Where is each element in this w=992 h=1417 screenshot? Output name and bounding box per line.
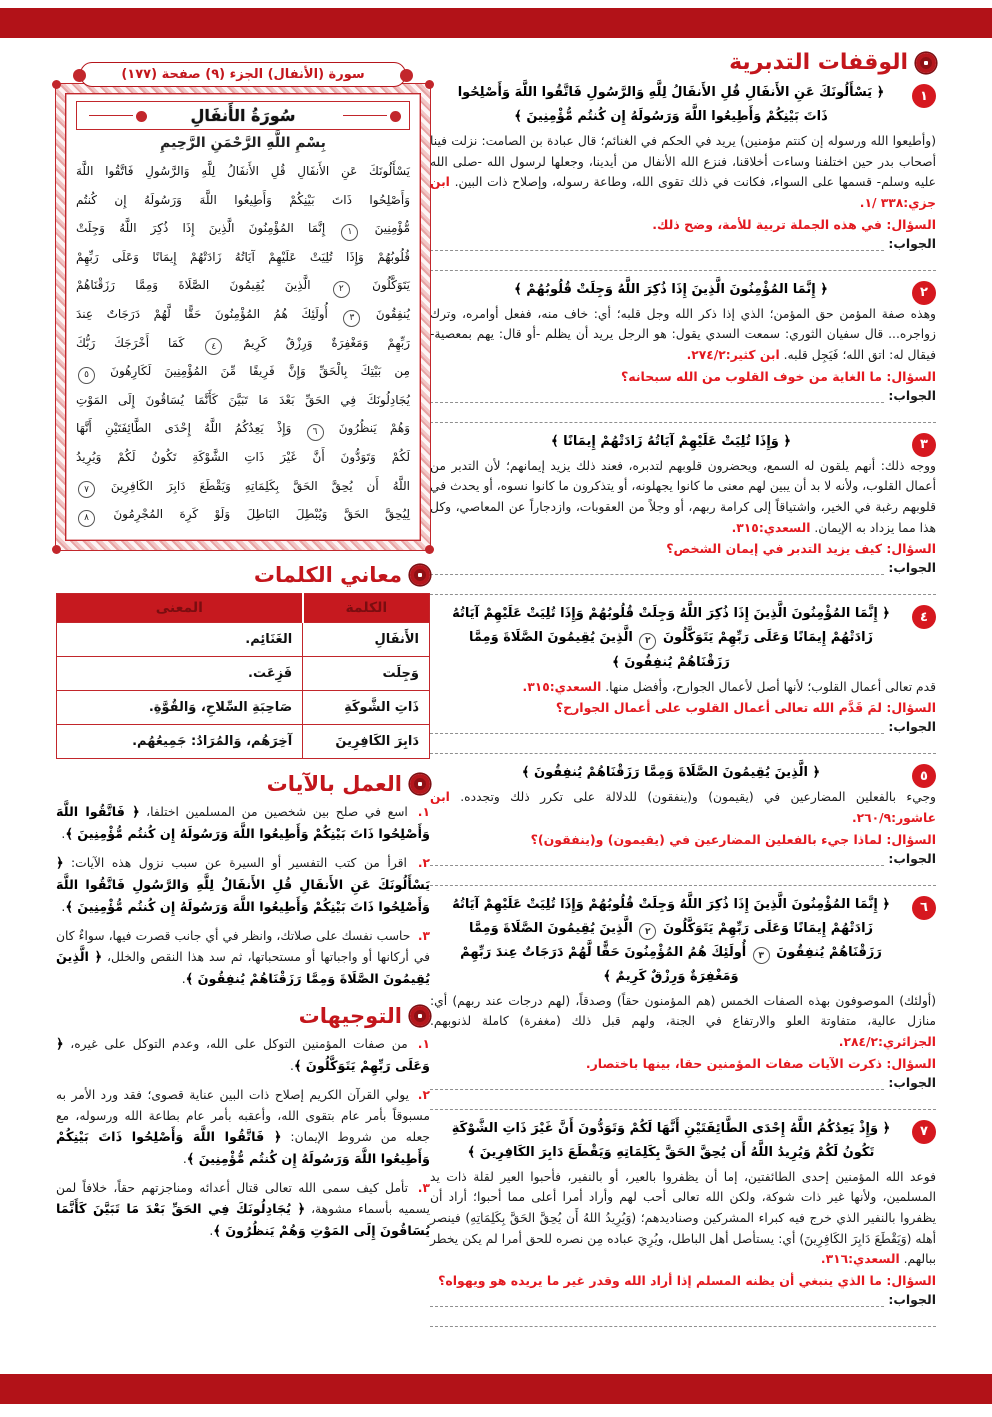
table-row <box>57 690 430 724</box>
mushaf-frame <box>56 84 430 550</box>
quran-line: مُّؤْمِنِينَ ١ إِنَّمَا المُؤْمِنُونَ الَّذِينَ إِذَا ذُكِرَ اللَّهُ وَجِلَتْ <box>76 214 410 243</box>
answer-row <box>430 236 936 251</box>
inline-text: . <box>290 1058 294 1073</box>
answer-row <box>430 1292 936 1307</box>
reflections-section <box>430 50 936 1334</box>
item-number-badge: ٤ <box>912 605 936 629</box>
ayah-number-marker: ٢ <box>333 281 350 298</box>
inline-text: اقرأ من كتب التفسير أو السيرة عن سبب نزول هذه الآيات: <box>63 855 407 870</box>
column-header-meaning: المعنى <box>57 593 303 622</box>
inline-text: تأمل كيف سمى الله تعالى قتال أعدائه ومناجزتهم حقاً، خلافاً لمن يسميه بأسماء مشوهة، <box>56 1181 430 1217</box>
inline-quran-quote: ﴿ يُجَادِلُونَكَ فِي الحَقِّ بَعْدَ مَا تَبَيَّنَ كَأَنَّمَا يُسَاقُونَ إِلَى المَوْتِ وَهُمْ يَنظُرُونَ ﴾ <box>56 1202 430 1240</box>
section-title: الوقفات التدبرية <box>729 50 908 75</box>
answer-blank-line <box>430 251 936 271</box>
practice-header <box>56 772 430 796</box>
answer-row <box>430 560 936 575</box>
word-cell: الأَنفَالِ <box>303 622 430 656</box>
question-text: السؤال: لمَ قَدَّم الله تعالى أعمال القلوب على أعمال الجوارح؟ <box>555 700 936 716</box>
item-number: ١. <box>410 804 430 819</box>
answer-blank <box>430 852 884 866</box>
reflection-item <box>430 893 936 1110</box>
word-cell: دَابِرَ الكَافِرِينَ <box>303 724 430 758</box>
action-item <box>56 802 430 846</box>
practice-section <box>56 772 430 991</box>
action-item <box>56 1085 430 1171</box>
inline-text: حاسب نفسك على صلاتك، وانظر في أي جانب قصرت فيها، سواءٌ كان في أركانها أو واجباتها أو مستحباتها، ثم سد هذا النقص والخلل، <box>56 928 430 964</box>
item-number-badge: ٦ <box>912 896 936 920</box>
commentary-text: وجيء بالفعلين المضارعين في (يقيمون) و(ينفقون) للدلالة على تكرر ذلك وتجدده. ابن عاشور:٢٦٠/٩. <box>430 790 936 825</box>
inline-quran-quote: ﴿ فَاتَّقُوا اللَّهَ وَأَصْلِحُوا ذَاتَ بَيْنِكُمْ وَأَطِيعُوا اللَّهَ وَرَسُولَهُ إِن كُنتُم مُّؤْمِنِينَ ﴾ <box>56 1130 430 1168</box>
inline-quran-quote: ﴿ الَّذِينَ يُقِيمُونَ الصَّلَاةَ وَمِمَّا رَزَقْنَاهُمْ يُنفِقُونَ ﴾ <box>56 949 430 987</box>
top-red-bar <box>0 8 992 38</box>
quran-line: رَبِّهِمْ وَمَغْفِرَةٌ وَرِزْقٌ كَرِيمٌ ٤ كَمَا أَخْرَجَكَ رَبُّكَ <box>76 329 410 358</box>
verse-quote: ﴿ إِنَّمَا المُؤْمِنُونَ الَّذِينَ إِذَا ذُكِرَ اللَّهُ وَجِلَتْ قُلُوبُهُمْ ﴾ <box>514 281 828 297</box>
quran-line: وَأَصْلِحُوا ذَاتَ بَيْنِكُمْ وَأَطِيعُوا اللَّهَ وَرَسُولَهُ إِن كُنتُم <box>76 192 410 207</box>
meanings-header <box>56 563 430 587</box>
table-row <box>57 622 430 656</box>
ayah-number-marker: ٦ <box>307 424 324 441</box>
table-row <box>57 656 430 690</box>
source-citation: السعدي:٣١٦. <box>820 1252 900 1267</box>
verse-quote: ﴿ إِنَّمَا المُؤْمِنُونَ الَّذِينَ إِذَا ذُكِرَ اللَّهُ وَجِلَتْ قُلُوبُهُمْ وَإِذَا تُلِيَتْ عَلَيْهِمْ آيَاتُهُ زَادَتْهُمْ إِيمَانًا وَعَلَى رَبِّهِمْ يَتَوَكَّلُونَ ٢ الَّذِينَ يُقِيمُونَ الصَّلَاةَ وَمِمَّا رَزَقْنَاهُمْ يُنفِقُونَ ٣ أُولَئِكَ هُمُ المُؤْمِنُونَ حَقًّا لَّهُمْ دَرَجَاتٌ عِندَ رَبِّهِمْ وَمَغْفِرَةٌ وَرِزْقٌ كَرِيمٌ ﴾ <box>452 896 890 984</box>
corner-dot <box>425 545 434 554</box>
item-number: ٢. <box>412 1087 430 1102</box>
action-item <box>56 1178 430 1243</box>
quran-line: قُلُوبُهُمْ وَإِذَا تُلِيَتْ عَلَيْهِمْ آيَاتُهُ زَادَتْهُمْ إِيمَانًا وَعَلَى رَبِّهِمْ <box>76 249 410 264</box>
answer-blank-line <box>430 403 936 423</box>
question-text: السؤال: ذكرت الآيات صفات المؤمنين حقا، بينها باختصار. <box>585 1055 936 1071</box>
ayah-number-marker: ٢ <box>639 633 656 650</box>
answer-label: الجواب: <box>888 1074 936 1090</box>
commentary-text: فوعد الله المؤمنين إحدى الطائفتين، إما أن يظفروا بالعير، أو بالنفير، فأحبوا العير لقلة ذات يد المسلمين، ولأنها غير ذات شوكة، ولكن الله تعالى أحب لهم وأراد أمرا أعلى مما أحبوا؛ أراد أن يظفروا بالنفير الذي خرج فيه كبراء المشركين وصناديدهم؛ (وَيُرِيدُ اللهُ أَن يُحِقَّ الحَقَّ بِكَلِمَاتِهِ) فينصر أهله (وَيَقْطَعَ دَابِرَ الكَافِرِينَ) أي: يستأصل أهل الباطل، ويُرِيَ عباده مِن نصره للحق أمرا لم يكن يخطر ببالهم. السعدي:٣١٦. <box>430 1169 936 1267</box>
quran-line: يَسْأَلُونَكَ عَنِ الأَنفَالِ قُلِ الأَنفَالُ لِلَّهِ وَالرَّسُولِ فَاتَّقُوا اللَّهَ <box>76 164 410 178</box>
reflection-item <box>430 278 936 423</box>
quran-line: يُنفِقُونَ ٣ أُولَئِكَ هُمُ المُؤْمِنُونَ حَقًّا لَّهُمْ دَرَجَاتٌ عِندَ <box>76 300 410 329</box>
question-text: السؤال: ما الغاية من خوف القلوب من الله سبحانه؟ <box>620 368 936 384</box>
reflection-item <box>430 761 936 885</box>
answer-blank <box>430 1076 884 1090</box>
ayah-number-marker: ٣ <box>343 310 360 327</box>
reflection-item <box>430 430 936 596</box>
source-citation: السعدي:٣١٥. <box>522 679 602 694</box>
verse-quote: ﴿ إِنَّمَا المُؤْمِنُونَ الَّذِينَ إِذَا ذُكِرَ اللَّهُ وَجِلَتْ قُلُوبُهُمْ وَإِذَا تُلِيَتْ عَلَيْهِمْ آيَاتُهُ زَادَتْهُمْ إِيمَانًا وَعَلَى رَبِّهِمْ يَتَوَكَّلُونَ ٢ الَّذِينَ يُقِيمُونَ الصَّلَاةَ وَمِمَّا رَزَقْنَاهُمْ يُنفِقُونَ ﴾ <box>452 606 890 670</box>
answer-blank-line <box>430 1307 936 1327</box>
reflection-item <box>430 81 936 271</box>
table-row <box>57 724 430 758</box>
source-citation: ابن عاشور:٢٦٠/٩. <box>430 790 936 825</box>
inline-text: . <box>181 971 186 986</box>
surah-title: سُورَةُ الأَنفَالِ <box>190 106 296 125</box>
meaning-cell: الغَنَائِم. <box>57 622 303 656</box>
answer-blank <box>430 1293 884 1307</box>
practice-list <box>56 802 430 991</box>
action-item <box>56 853 430 919</box>
flourish-ornament-icon <box>339 110 401 122</box>
quran-line: يُجَادِلُونَكَ فِي الحَقِّ بَعْدَ مَا تَبَيَّنَ كَأَنَّمَا يُسَاقُونَ إِلَى المَوْتِ <box>76 392 410 407</box>
inline-quran-quote: ﴿ فَاتَّقُوا اللَّهَ وَأَصْلِحُوا ذَاتَ بَيْنِكُمْ وَأَطِيعُوا اللَّهَ وَرَسُولَهُ إِن كُنتُم مُّؤْمِنِينَ ﴾ <box>56 804 430 842</box>
rosette-icon <box>916 53 936 73</box>
rosette-icon <box>410 774 430 794</box>
answer-row <box>430 851 936 866</box>
meaning-cell: صَاحِبَةِ السِّلاحِ، وَالقُوَّةِ. <box>57 690 303 724</box>
item-number-badge: ٧ <box>912 1120 936 1144</box>
corner-dot <box>52 80 61 89</box>
basmala: بِسْمِ اللَّهِ الرَّحْمَنِ الرَّحِيمِ <box>160 135 326 151</box>
answer-blank <box>430 389 884 403</box>
column-header-word: الكلمة <box>303 593 430 622</box>
meanings-table-body <box>57 622 430 758</box>
verse-quote: ﴿ وَإِذْ يَعِدُكُمُ اللَّهُ إِحْدَى الطَّائِفَتَيْنِ أَنَّهَا لَكُمْ وَتَوَدُّونَ أَنَّ غَيْرَ ذَاتِ الشَّوْكَةِ تَكُونُ لَكُمْ وَيُرِيدُ اللَّهُ أَن يُحِقَّ الحَقَّ بِكَلِمَاتِهِ وَيَقْطَعَ دَابِرَ الكَافِرِينَ ﴾ <box>451 1120 891 1160</box>
quran-line: اللَّهُ أَن يُحِقَّ الحَقَّ بِكَلِمَاتِهِ وَيَقْطَعَ دَابِرَ الكَافِرِينَ ٧ <box>76 472 410 501</box>
ayah-number-marker: ٤ <box>205 338 222 355</box>
answer-label: الجواب: <box>888 560 936 576</box>
question-text: السؤال: ما الذي ينبغي أن يظنه المسلم إذا أراد الله وقدر غير ما يريده هو ويهواه؟ <box>438 1273 936 1289</box>
answer-blank-line <box>430 866 936 886</box>
inline-text: . <box>182 1152 187 1167</box>
rosette-icon <box>410 1006 430 1026</box>
inline-quran-quote: ﴿ وَعَلَى رَبِّهِمْ يَتَوَكَّلُونَ ﴾ <box>56 1036 430 1074</box>
answer-label: الجواب: <box>888 235 936 251</box>
meanings-table <box>56 593 430 759</box>
guidance-section <box>56 1004 430 1243</box>
commentary-text: (أولئك) الموصوفون بهذه الصفات الخمس (هم المؤمنون حقاً) وصدقاً، (لهم درجات عند ربهم) أي: منازل عالية، متفاوتة العلو والارتفاع في الجنة، ولهم قبل ذلك (مغفرة) كاملة لذنوبهم. الجزائري:٢٨٤/٢. <box>430 993 936 1050</box>
inline-text: . <box>61 899 66 914</box>
inline-text: يولي القرآن الكريم إصلاح ذات البين عناية قصوى؛ فقد ورد الأمر به مسبوقاً بأمر عام بتقوى الله، وأعقبه بأمر عام بطاعة الله ورسوله، مع جعله من شروط الإيمان: <box>56 1087 430 1145</box>
question-text: السؤال: لماذا جيء بالفعلين المضارعين في (يقيمون) و(ينفقون)؟ <box>530 831 936 847</box>
mushaf-frame-inner <box>65 93 421 541</box>
item-number-badge: ٣ <box>912 433 936 457</box>
inline-text: . <box>209 1224 214 1239</box>
ayah-number-marker: ٧ <box>78 481 95 498</box>
word-cell: ذَاتِ الشَّوكَةِ <box>303 690 430 724</box>
question-text: السؤال: كيف يزيد التدبر في إيمان الشخص؟ <box>666 541 936 557</box>
reflections-header <box>430 50 936 75</box>
inline-text: . <box>61 826 66 841</box>
inline-quran-quote: ﴿ يَسْأَلُونَكَ عَنِ الأَنفَالِ قُلِ الأَنفَالُ لِلَّهِ وَالرَّسُولِ فَاتَّقُوا اللَّهَ وَأَصْلِحُوا ذَاتَ بَيْنِكُمْ وَأَطِيعُوا اللَّهَ وَرَسُولَهُ إِن كُنتُم مُّؤْمِنِينَ ﴾ <box>56 855 430 915</box>
ayah-number-marker: ٥ <box>78 367 95 384</box>
answer-blank <box>430 561 884 575</box>
verse-quote: ﴿ يَسْأَلُونَكَ عَنِ الأَنفَالِ قُلِ الأَنفَالُ لِلَّهِ وَالرَّسُولِ فَاتَّقُوا اللَّهَ وَأَصْلِحُوا ذَاتَ بَيْنِكُمْ وَأَطِيعُوا اللَّهَ وَرَسُولَهُ إِن كُنتُم مُّؤْمِنِينَ ﴾ <box>457 85 885 125</box>
left-column <box>56 62 430 1250</box>
meanings-section <box>56 563 430 759</box>
answer-blank-line <box>430 575 936 595</box>
commentary-text: ووجه ذلك: أنهم يلقون له السمع، ويحضرون قلوبهم لتدبره، فعند ذلك يزيد إيمانهم؛ لأن التدبر من أعمال القلوب، ولأنه لا بد أن يبين لهم معنى ما كانوا يجهلونه، أو يتذكرون ما كانوا نسوه، أو يحدث في قلوبهم رغبة في الخير، واشتياقاً إلى كرامة ربهم، أو وجلاً من العقوبات، وازدجاراً عن المعاصي، وكل هذا مما يزداد به الإيمان. السعدي:٣١٥. <box>430 458 936 535</box>
verse-quote: ﴿ وَإِذَا تُلِيَتْ عَلَيْهِمْ آيَاتُهُ زَادَتْهُمْ إِيمَانًا ﴾ <box>550 433 792 449</box>
answer-row <box>430 1075 936 1090</box>
answer-label: الجواب: <box>888 387 936 403</box>
corner-dot <box>52 545 61 554</box>
quran-line: يَتَوَكَّلُونَ ٢ الَّذِينَ يُقِيمُونَ الصَّلَاةَ وَمِمَّا رَزَقْنَاهُمْ <box>76 271 410 300</box>
quran-line: وَهُمْ يَنظُرُونَ ٦ وَإِذْ يَعِدُكُمُ اللَّهُ إِحْدَى الطَّائِفَتَيْنِ أَنَّهَا <box>76 414 410 443</box>
rosette-icon <box>410 565 430 585</box>
commentary-text: وهذه صفة المؤمن حق المؤمن؛ الذي إذا ذكر الله وجل قلبه؛ أي: خاف منه، ففعل أوامره، وترك زواجره... قال سفيان الثوري: سمعت السدي يقول: هو الرجل يريد أن يظلم -أو قال: يهم بمعصية- فيقال له: اتق الله؛ فَيَجِل قلبه. ابن كثير:٢٧٤/٢. <box>430 306 936 363</box>
ayah-number-marker: ٨ <box>78 510 95 527</box>
item-number-badge: ٥ <box>912 764 936 788</box>
item-number: ٣. <box>413 928 431 943</box>
answer-label: الجواب: <box>888 850 936 866</box>
ayah-number-marker: ١ <box>341 224 358 241</box>
ayah-number-marker: ٣ <box>753 947 770 964</box>
inline-text: اسع في صلح بين شخصين من المسلمين اختلفا، <box>139 804 408 819</box>
mushaf-page-tab <box>80 62 406 87</box>
verse-quote: ﴿ الَّذِينَ يُقِيمُونَ الصَّلَاةَ وَمِمَّا رَزَقْنَاهُمْ يُنفِقُونَ ﴾ <box>521 765 821 781</box>
meaning-cell: فَزِعَت. <box>57 656 303 690</box>
action-item <box>56 926 430 991</box>
meaning-cell: آخِرَهُم، وَالمُرَادُ: جَمِيعُهُم. <box>57 724 303 758</box>
guidance-list <box>56 1034 430 1243</box>
commentary-text: (وأطيعوا الله ورسوله إن كنتم مؤمنين) يريد في الحكم في الغنائم؛ قال عبادة بن الصامت: نزلت فينا أصحاب بدر حين اختلفنا وساءت أخلاقنا، فنزع الله الأنفال من أيدينا، وجعلها لرسول الله -صلى الله عليه وسلم- قسمها على السواء، فكانت في ذلك تقوى الله، وطاعة رسوله، وإصلاح ذات البين. ابن جزي:٣٣٨ /١. <box>430 134 936 211</box>
reflection-item <box>430 1117 936 1327</box>
question-text: السؤال: في هذه الجملة تربية للأمة، وضح ذلك. <box>652 216 936 232</box>
item-number-badge: ١ <box>912 84 936 108</box>
action-item <box>56 1034 430 1078</box>
answer-blank-line <box>430 1090 936 1110</box>
answer-blank <box>430 720 884 734</box>
mushaf-page-tab-label: سورة (الأنفال) الجزء (٩) صفحة (١٧٧) <box>121 67 365 82</box>
inline-text: من صفات المؤمنين التوكل على الله، وعدم التوكل على غيره، <box>63 1036 408 1051</box>
section-title: العمل بالآيات <box>266 771 402 796</box>
item-number: ٣. <box>411 1181 430 1196</box>
section-title: معاني الكلمات <box>253 562 402 587</box>
corner-dot <box>425 80 434 89</box>
item-number-badge: ٢ <box>912 281 936 305</box>
quran-line: مِن بَيْتِكَ بِالْحَقِّ وَإِنَّ فَرِيقًا مِّنَ المُؤْمِنِينَ لَكَارِهُونَ ٥ <box>76 357 410 386</box>
source-citation: ابن جزي:٣٣٨ /١. <box>430 175 936 211</box>
answer-blank-line <box>430 734 936 754</box>
answer-blank <box>430 237 884 251</box>
reflection-list <box>430 81 936 1327</box>
reflection-item <box>430 602 936 754</box>
flourish-ornament-icon <box>85 110 147 122</box>
source-citation: السعدي:٣١٥. <box>731 520 811 535</box>
bottom-red-bar <box>0 1374 992 1404</box>
answer-label: الجواب: <box>888 719 936 735</box>
section-title: التوجيهات <box>298 1003 402 1028</box>
answer-row <box>430 388 936 403</box>
guidance-header <box>56 1004 430 1028</box>
source-citation: الجزائري:٢٨٤/٢. <box>838 1035 936 1050</box>
quran-text <box>76 157 410 529</box>
item-number: ٢. <box>409 855 431 870</box>
answer-row <box>430 719 936 734</box>
surah-title-box <box>76 101 410 130</box>
answer-label: الجواب: <box>888 1292 936 1308</box>
quran-line: لَكُمْ وَتَوَدُّونَ أَنَّ غَيْرَ ذَاتِ الشَّوْكَةِ تَكُونُ لَكُمْ وَيُرِيدُ <box>76 449 410 464</box>
commentary-text: قدم تعالى أعمال القلوب؛ لأنها أصل لأعمال الجوارح، وأفضل منها. السعدي:٣١٥. <box>522 679 936 694</box>
quran-line: لِيُحِقَّ الحَقَّ وَيُبْطِلَ البَاطِلَ وَلَوْ كَرِهَ المُجْرِمُونَ ٨ <box>76 500 410 529</box>
word-cell: وَجِلَت <box>303 656 430 690</box>
item-number: ١. <box>410 1036 430 1051</box>
ayah-number-marker: ٢ <box>639 923 656 940</box>
source-citation: ابن كثير:٢٧٤/٢. <box>686 348 780 363</box>
